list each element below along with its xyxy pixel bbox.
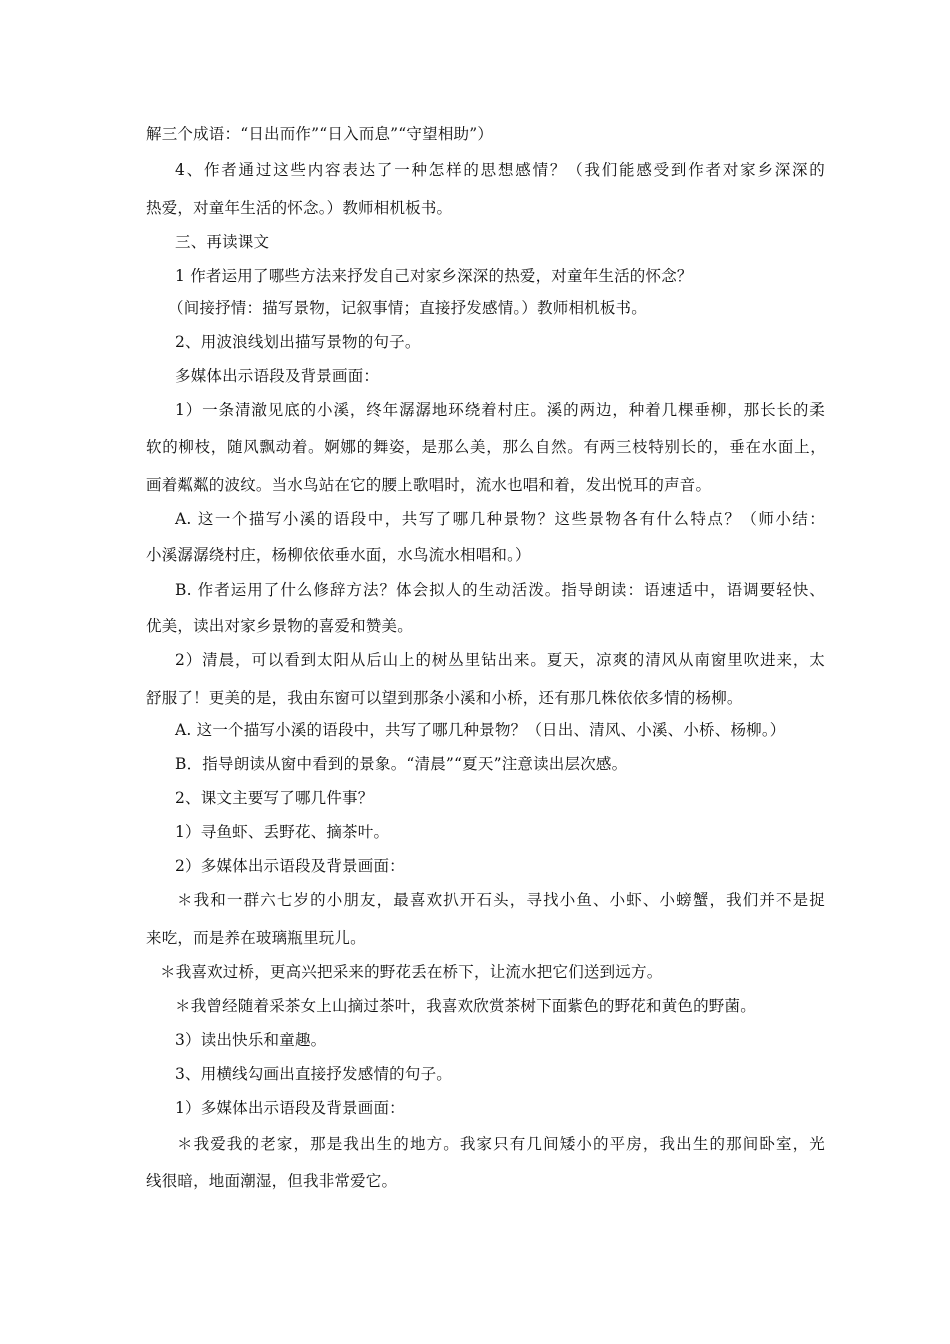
text-line: 来吃，而是养在玻璃瓶里玩儿。 [146,929,366,947]
text-line: 软的柳枝，随风飘动着。婀娜的舞姿，是那么美，那么自然。有两三枝特别长的，垂在水面上， [146,438,826,456]
text-line: 2）多媒体出示语段及背景画面： [175,857,405,875]
text-line: 2）清晨，可以看到太阳从后山上的树丛里钻出来。夏天，凉爽的清风从南窗里吹进来，太 [175,651,825,669]
text-line: 解三个成语：“日出而作”“日入而息”“守望相助”） [146,125,494,143]
text-line: ＊我曾经随着采茶女上山摘过茶叶，我喜欢欣赏茶树下面紫色的野花和黄色的野菌。 [175,997,756,1015]
text-line: 三、再读课文 [175,233,270,251]
text-line: 优美，读出对家乡景物的喜爱和赞美。 [146,617,413,635]
text-line: A. 这一个描写小溪的语段中，共写了哪几种景物？这些景物各有什么特点？（师小结： [175,510,825,528]
text-line: 热爱，对童年生活的怀念。）教师相机板书。 [146,199,453,217]
text-line: 画着粼粼的波纹。当水鸟站在它的腰上歌唱时，流水也唱和着，发出悦耳的声音。 [146,476,712,494]
text-line: A. 这一个描写小溪的语段中，共写了哪几种景物？（日出、清风、小溪、小桥、杨柳。） [175,721,786,739]
text-line: ＊我喜欢过桥，更高兴把采来的野花丢在桥下，让流水把它们送到远方。 [160,963,663,981]
text-line: B．指导朗读从窗中看到的景象。“清晨”“夏天”注意读出层次感。 [175,755,628,773]
text-line: 线很暗，地面潮湿，但我非常爱它。 [146,1172,398,1190]
text-line: ＊我爱我的老家，那是我出生的地方。我家只有几间矮小的平房，我出生的那间卧室，光 [177,1135,825,1153]
text-line: 2、课文主要写了哪几件事？ [175,789,374,807]
text-line: 1）一条清澈见底的小溪，终年潺潺地环绕着村庄。溪的两边，种着几棵垂柳，那长长的柔 [175,401,825,419]
text-line: （间接抒情：描写景物，记叙事情；直接抒发感情。）教师相机板书。 [168,299,647,317]
text-line: 1）寻鱼虾、丢野花、摘茶叶。 [175,823,390,841]
text-line: 3）读出快乐和童趣。 [175,1031,327,1049]
text-line: 3、用横线勾画出直接抒发感情的句子。 [175,1065,452,1083]
text-line: 舒服了！更美的是，我由东窗可以望到那条小溪和小桥，还有那几株依依多情的杨柳。 [146,689,743,707]
text-line: 4、作者通过这些内容表达了一种怎样的思想感情？（我们能感受到作者对家乡深深的 [175,161,825,179]
text-line: 1 作者运用了哪些方法来抒发自己对家乡深深的热爱，对童年生活的怀念？ [175,267,693,285]
text-line: 小溪潺潺绕村庄，杨柳依依垂水面，水鸟流水相唱和。） [146,546,531,564]
text-line: 1）多媒体出示语段及背景画面： [175,1099,405,1117]
text-line: B. 作者运用了什么修辞方法？体会拟人的生动活泼。指导朗读：语速适中，语调要轻快、 [175,581,825,599]
text-line: 2、用波浪线划出描写景物的句子。 [175,333,421,351]
text-line: 多媒体出示语段及背景画面： [175,367,380,385]
text-line: ＊我和一群六七岁的小朋友，最喜欢扒开石头，寻找小鱼、小虾、小螃蟹，我们并不是捉 [177,891,825,909]
